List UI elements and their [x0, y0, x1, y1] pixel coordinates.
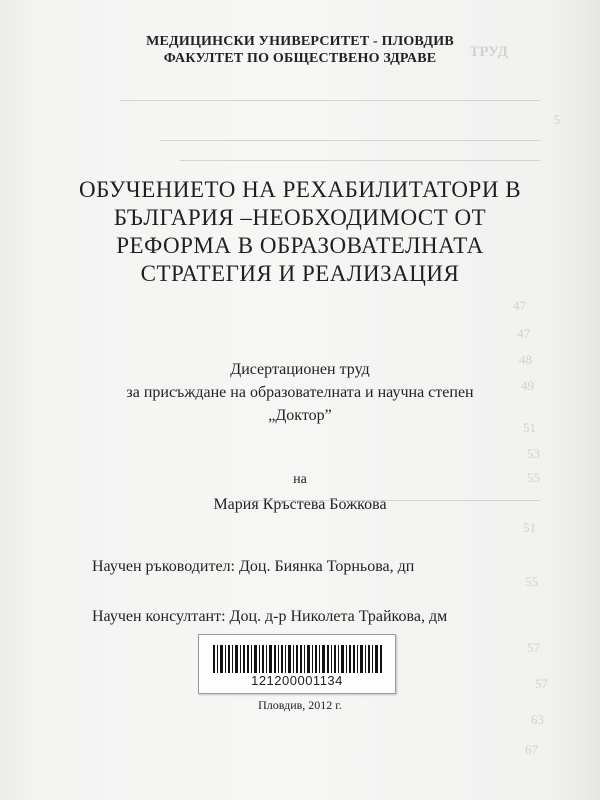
bleed-rule — [180, 160, 540, 161]
bleed-page-number: 51 — [523, 420, 536, 435]
bleed-page-number: 55 — [525, 574, 538, 589]
bleed-rule — [120, 100, 540, 101]
author-name: Мария Кръстева Божкова — [213, 496, 387, 513]
title-line: ОБУЧЕНИЕТО НА РЕХАБИЛИТАТОРИ В — [78, 177, 522, 202]
title-line: СТРАТЕГИЯ И РЕАЛИЗАЦИЯ — [140, 261, 460, 286]
barcode-number: 121200001134 — [251, 673, 343, 688]
supervisor: Научен ръководител: Доц. Биянка Торньова, дп — [92, 558, 415, 575]
bleed-page-number: 47 — [517, 326, 530, 341]
degree-purpose: за присъждане на образователната и научна степен — [126, 384, 474, 401]
bleed-page-number: 57 — [535, 676, 548, 691]
bleed-page-number: 63 — [531, 712, 544, 727]
bleed-page-number: 51 — [523, 520, 536, 535]
bleed-page-number: 57 — [527, 640, 540, 655]
bleed-page-number: 48 — [519, 352, 532, 367]
bleed-page-number: 53 — [527, 446, 540, 461]
place-date: Пловдив, 2012 г. — [258, 698, 342, 712]
barcode-image — [211, 645, 383, 673]
bleed-page-number: 67 — [525, 742, 538, 757]
bleed-page-number: 55 — [527, 470, 540, 485]
title-line: РЕФОРМА В ОБРАЗОВАТЕЛНАТА — [116, 233, 484, 258]
bleed-page-number: 49 — [521, 378, 534, 393]
bleed-page-number: 47 — [513, 298, 526, 313]
author-prefix: на — [293, 472, 307, 487]
title-line: БЪЛГАРИЯ –НЕОБХОДИМОСТ ОТ — [113, 205, 487, 230]
document-title — [0, 176, 600, 288]
university-name: МЕДИЦИНСКИ УНИВЕРСИТЕТ - ПЛОВДИВ — [146, 34, 454, 49]
bleed-rule — [160, 140, 540, 141]
faculty-name: ФАКУЛТЕТ ПО ОБЩЕСТВЕНО ЗДРАВЕ — [163, 51, 437, 66]
consultant: Научен консултант: Доц. д-р Николета Трайкова, дм — [92, 608, 448, 625]
bleed-page-number: 5 — [553, 112, 560, 127]
thesis-type: Дисертационен труд — [230, 361, 370, 378]
barcode-label — [198, 634, 396, 694]
degree-name: „Доктор” — [268, 407, 332, 424]
bleed-heading: ТРУД — [469, 44, 508, 60]
